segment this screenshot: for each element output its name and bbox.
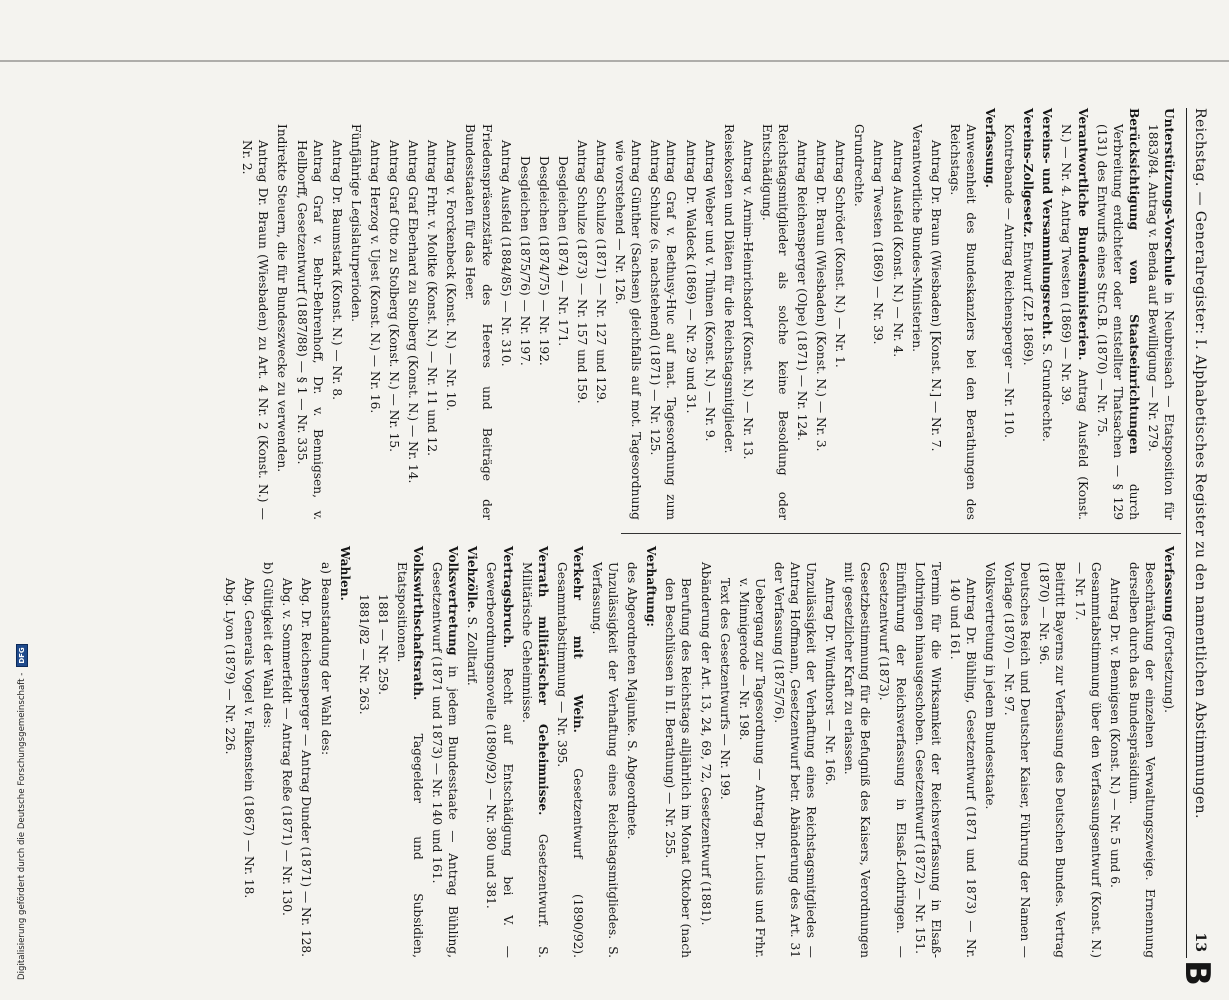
entry-text: Unzulässigkeit der Verhaftung eines Reichstagsmitgliedes. S. Verfassung. — [590, 562, 621, 958]
left-column-entry — [405, 108, 421, 520]
left-column-entry — [348, 108, 364, 520]
entry-text: Friedenspräsenzstärke des Heeres und Beiträge der Bundesstaaten für das Heer. — [463, 124, 494, 520]
right-column-entry — [589, 546, 621, 958]
left-column-entry — [536, 108, 552, 520]
entry-keyword: Verrath militärischer Geheimnisse. — [535, 546, 550, 816]
right-column-entry — [982, 546, 998, 958]
entry-text: Unzulässigkeit der Verhaftung eines Reichstagsmitgliedes — Antrag Hoffmann, Gesetzentwurf betr. Abänderung des Art. 31 der Verfassung (1875/76). — [771, 562, 819, 958]
rotated-page-content — [75, 108, 1217, 986]
section-letter-b: B — [1177, 960, 1217, 986]
left-column-entry — [721, 108, 737, 520]
left-column-entry — [982, 108, 998, 520]
entry-text: Abg. Dr. Reichensperger — Antrag Dunder (1871) — Nr. 128. — [299, 578, 314, 958]
entry-text: Antrag Herzog v. Ujest (Konst. N.) — Nr. 16. — [367, 140, 382, 414]
entry-text: Antrag Dr. Waldeck (1869) — Nr. 29 und 31. — [683, 140, 698, 414]
entry-text: Uebergang zur Tagesordnung — Antrag Dr. Lucius und Frhr. v. Minnigerode — Nr. 198. — [736, 578, 767, 958]
entry-text: Antrag Dr. Baumstark (Konst. N.) — Nr. 8. — [329, 140, 344, 401]
header-title: Reichstag. — Generalregister: I. Alphabetisches Register zu den namentlichen Abstimmungen. — [1192, 108, 1208, 819]
entry-text: Abg. v. Sommerfeldt — Antrag Reße (1871) — Nr. 130. — [280, 578, 295, 916]
entry-text: Recht auf Entschädigung bei V. — Gewerbeordnungsnovelle (1890/92) — Nr. 380 und 381. — [484, 562, 515, 958]
right-column-entry — [624, 546, 640, 958]
entry-keyword: Verantwortliche Bundesministerien. — [1075, 108, 1090, 361]
left-column-entry — [517, 108, 533, 520]
entry-text: Berufung des Reichstags alljährlich im Monat Oktober (nach den Beschlüssen in II. Berathung) — Nr. 255. — [663, 578, 694, 958]
left-column-entry — [813, 108, 829, 520]
entry-text: a) Beanstandung der Wahl des: — [318, 562, 333, 756]
right-column-entry — [662, 546, 694, 958]
right-column-entry — [643, 546, 659, 958]
left-column-entry — [682, 108, 698, 520]
left-column-entry — [329, 108, 345, 520]
entry-text: Antrag Schulze (1871) — Nr. 127 und 129. — [594, 140, 609, 404]
left-column-entry — [424, 108, 440, 520]
entry-text: Antrag Weber und v. Thünen (Konst. N.) — Nr. 9. — [702, 140, 717, 442]
entry-text: Desgleichen (1874/75) — Nr. 192. — [536, 156, 551, 366]
entry-text: in Neubreisach — Etatsposition für 1883/84. Antrag v. Benda auf Bewilligung — Nr. 279. — [1145, 124, 1176, 520]
entry-text: Verantwortliche Bundes-Ministerien. — [909, 124, 924, 352]
entry-text: Tagegelder und Subsidien, Etatspositionen. — [394, 562, 426, 958]
entry-text: Fünfjährige Legislaturperioden. — [348, 124, 363, 322]
left-column-entry — [1058, 108, 1090, 520]
entry-text: Einführung der Reichsverfassung in Elsaß-Lothringen. — Gesetzentwurf (1873). — [877, 562, 908, 958]
right-column-entry — [947, 546, 979, 958]
entry-text: Antrag Graf Otto zu Stolberg (Konst. N.) — Nr. 15. — [387, 140, 402, 453]
right-column-entry — [464, 546, 480, 958]
entry-keyword: Vereins- und Versammlungsrecht. — [1040, 108, 1055, 340]
right-column-entry — [912, 546, 944, 958]
entry-text: Antrag Dr. Braun (Wiesbaden) zu Art. 4 Nr. 2 (Konst. N.) — Nr. 2. — [240, 140, 271, 520]
column-divider — [621, 533, 1181, 534]
entry-text: Antrag Dr. Braun (Wiesbaden) (Konst. N.) — Nr. 3. — [814, 140, 829, 452]
entry-keyword: Unterstützungs-Vorschule — [1162, 108, 1176, 286]
right-column-entry — [1161, 546, 1177, 958]
entry-text: Text des Gesetzentwurfs — Nr. 199. — [717, 578, 732, 800]
running-header — [1186, 108, 1213, 958]
entry-text: Antrag Dr. v. Bennigsen (Konst. N.) — Nr. 5 und 6. — [1107, 578, 1122, 888]
entry-text: Antrag Graf v. Behr-Behrenhoff, Dr. v. Bennigsen, v. Hellborff, Gesetzentwurf (1887/88) — § 1 — Nr. 335. — [294, 140, 325, 520]
entry-text: in jedem Bundesstaate — Antrag Bühling, Gesetzentwurf (1871 und 1873) — Nr. 140 und 161. — [430, 562, 461, 958]
entry-text: Antrag v. Arnim-Heinrichsdorf (Konst. N.) — Nr. 13. — [740, 140, 755, 460]
entry-keyword: Volksvertretung — [446, 546, 461, 656]
entry-text: Gesetzentwurf. S. Militärische Geheimnisse. — [519, 562, 550, 958]
left-column-entry — [1020, 108, 1036, 520]
entry-text: Antrag Schulze (1873) — Nr. 157 und 159. — [575, 140, 589, 404]
entry-text: Beschränkung der einzelnen Verwaltungszweige. Ernennung derselben durch das Bundespräsidium. — [1126, 562, 1157, 958]
left-column-entry — [294, 108, 326, 520]
left-column-entry — [947, 108, 979, 520]
entry-text: b) Gültigkeit der Wahl des: — [261, 562, 276, 729]
right-column-entry — [260, 546, 276, 958]
entry-text: Antrag Graf Eberhard zu Stolberg (Konst. N.) — Nr. 14. — [406, 140, 421, 484]
entry-text: Beitritt Bayerns zur Verfassung des Deutschen Bundes. Vertrag (1870) — Nr. 96. — [1037, 562, 1068, 958]
entry-text: S. Zolltarif. — [465, 612, 480, 686]
right-column-entry — [394, 546, 426, 958]
entry-keyword: Verkehr mit Wein. — [570, 546, 585, 733]
left-column-entry — [794, 108, 810, 520]
entry-text: Antrag Günther (Sachsen) gleichfalls auf mot. Tagesordnung wie vorstehend — Nr. 126. — [613, 140, 644, 520]
left-column-entry — [928, 108, 944, 520]
right-column-entry — [717, 546, 733, 958]
entry-keyword: Vereins-Zollgesetz. — [1021, 108, 1036, 238]
right-column-entry — [771, 546, 819, 958]
left-column-entry — [1094, 108, 1142, 520]
right-column-entry — [483, 546, 515, 958]
left-column-entry — [890, 108, 906, 520]
left-column-entry — [832, 108, 848, 520]
right-column-entry — [519, 546, 551, 958]
entry-text: Antrag v. Forckenbeck (Konst. N.) — Nr. 10. — [444, 140, 459, 412]
right-column-entry — [279, 546, 295, 958]
entry-text: Antrag Ausfeld (Konst. N.) — Nr. 4. — [890, 140, 905, 358]
entry-text: S. Grundrechte. — [1040, 339, 1055, 442]
right-column-entry — [375, 546, 391, 958]
entry-text: Kontrebande — Antrag Reichensperger — Nr. 110. — [1002, 124, 1017, 439]
left-column-entry — [239, 108, 271, 520]
right-column-entry — [337, 546, 353, 958]
right-column-entry — [241, 546, 257, 958]
digitization-footer — [4, 405, 27, 980]
entry-text: Abänderung der Art. 13, 24, 69, 72, Gesetzentwurf (1881). — [698, 562, 713, 926]
left-column-entry — [1001, 108, 1017, 520]
entry-text: Desgleichen (1874) — Nr. 171. — [555, 156, 570, 347]
right-column-entry — [1126, 546, 1158, 958]
entry-text: Gesammtabstimmung über den Verfassungsentwurf (Konst. N.) — Nr. 17. — [1072, 562, 1103, 958]
left-column-entry — [555, 108, 571, 520]
entry-text: Antrag Reichensperger (Olpe) (1871) — Nr. 124. — [795, 140, 810, 441]
right-column-entry — [298, 546, 314, 958]
entry-text: Antrag Ausfeld (1884/85) — Nr. 310. — [498, 140, 513, 367]
right-column-entry — [222, 546, 238, 958]
entry-text: Desgleichen (1875/76) — Nr. 197. — [517, 156, 532, 366]
entry-text: Entwurf (Z.P. 1869). — [1021, 237, 1036, 366]
entry-keyword: Verhaftung: — [644, 546, 659, 627]
left-column-entry — [909, 108, 925, 520]
right-column-entry — [356, 546, 372, 958]
left-column-entry — [386, 108, 402, 520]
entry-text: Termin für die Wirksamkeit der Reichsverfassung in Elsaß-Lothringen hinausgeschoben. Gesetzentwurf (1872) — Nr. 151. — [912, 562, 943, 958]
entry-text: Anwesenheit des Bundeskanzlers bei den Berathungen des Reichstags. — [947, 124, 978, 520]
right-column — [219, 546, 1177, 958]
entry-keyword: Berücksichtigung von Staatseinrichtungen — [1126, 108, 1141, 455]
right-column-entry — [876, 546, 908, 958]
left-column-entry — [647, 108, 679, 520]
left-column-entry — [1039, 108, 1055, 520]
entry-text: Volksvertretung in jedem Bundesstaate. — [983, 562, 998, 810]
left-column-entry — [462, 108, 494, 520]
right-column-entry — [841, 546, 873, 958]
entry-keyword: Verfassung. — [983, 108, 998, 188]
entry-text: Antrag Dr. Windthorst — Nr. 166. — [823, 578, 838, 786]
dfg-logo-icon: DFG — [16, 644, 28, 666]
right-column-entry — [1107, 546, 1123, 958]
entry-text: Antrag Dr. Braun (Wiesbaden) [Konst. N.] — Nr. 7. — [928, 140, 943, 452]
left-column-entry — [443, 108, 459, 520]
right-column-entry — [554, 546, 586, 958]
entry-text: Reisekosten und Diäten für die Reichstagsmitglieder. — [721, 124, 736, 454]
entry-text: Antrag Schröder (Konst. N.) — Nr. 1. — [833, 140, 848, 368]
footer-text-line — [16, 644, 28, 980]
entry-text: Gesetzentwurf (1890/92). Gesammtabstimmung — Nr. 395. — [554, 562, 585, 958]
left-column-entry — [1145, 108, 1177, 520]
right-column-entry — [1036, 546, 1068, 958]
entry-keyword: Viehzölle. — [465, 546, 480, 613]
right-column-entry — [822, 546, 838, 958]
entry-text: durch Verbreitung erdichteter oder entstellter Thatsachen — § 129 (131) des Entwurfs eines Str.G.B. (1870) — Nr. 75. — [1094, 124, 1141, 520]
right-column-entry — [1001, 546, 1033, 958]
entry-text: Reichstagsmitglieder als solche keine Besoldung oder Entschädigung. — [759, 124, 791, 520]
page-edge-shadow — [0, 60, 1229, 62]
left-column-entry — [702, 108, 718, 520]
entry-keyword: Volkswirthschaftsrath. — [411, 546, 426, 701]
entry-text: 1881 — Nr. 259. — [375, 594, 390, 695]
left-column-entry — [870, 108, 886, 520]
left-column-entry — [367, 108, 383, 520]
left-column-entry — [740, 108, 756, 520]
entry-text: (Fortsetzung). — [1162, 621, 1176, 714]
entry-text: Gesetzbestimmung für die Befugniß des Kaisers, Verordnungen mit gesetzlicher Kraft zu erlassen. — [842, 562, 873, 958]
right-column-entry — [318, 546, 334, 958]
entry-text: Antrag Graf v. Bethusy-Huc auf mat. Tagesordnung zum Antrag Schulze (s. nachstehend) (1871) — Nr. 125. — [648, 140, 679, 520]
entry-text: Antrag Twesten (1869) — Nr. 39. — [871, 140, 886, 345]
entry-text: Grundrechte. — [852, 124, 867, 207]
left-column — [236, 108, 1177, 520]
entry-text: Antrag Frhr. v. Moltke (Konst. N.) — Nr. 11 und 12. — [425, 140, 440, 457]
entry-keyword: Wahlen. — [337, 546, 352, 601]
left-column-entry — [759, 108, 791, 520]
left-column-entry — [274, 108, 290, 520]
entry-text: Antrag Dr. Bühling, Gesetzentwurf (1871 und 1873) — Nr. 140 und 161. — [947, 578, 978, 958]
entry-text: 1881/82 — Nr. 263. — [356, 594, 371, 715]
entry-text: des Abgeordneten Majunke. S. Abgeordnete. — [625, 562, 640, 840]
left-column-entry — [612, 108, 644, 520]
entry-text: Abg. Lyon (1879) — Nr. 226. — [223, 578, 238, 755]
entry-text: Indirekte Steuern, die für Bundeszwecke zu verwenden. — [275, 124, 290, 473]
entry-keyword: Vertragsbruch. — [500, 546, 515, 649]
entry-text: Antrag Ausfeld (Konst. N.) — Nr. 4. Antrag Twesten (1869) — Nr. 39. — [1059, 124, 1090, 520]
right-column-entry — [429, 546, 461, 958]
left-column-entry — [851, 108, 867, 520]
page-number: 13 — [1192, 932, 1208, 952]
right-column-entry — [736, 546, 768, 958]
right-column-entry — [1071, 546, 1103, 958]
entry-text: Abg. Generals Vogel v. Falkenstein (1867) — Nr. 18. — [242, 578, 257, 899]
right-column-entry — [697, 546, 713, 958]
left-column-entry — [593, 108, 609, 520]
footer-credit: Digitalisierung gefördert durch die Deutsche Forschungsgemeinschaft - — [17, 672, 27, 980]
left-column-entry — [574, 108, 590, 520]
left-column-entry — [498, 108, 514, 520]
entry-keyword: Verfassung — [1162, 546, 1176, 622]
entry-text: Deutsches Reich und Deutscher Kaiser, Führung der Namen — Vorlage (1870) — Nr. 97. — [1002, 562, 1033, 958]
